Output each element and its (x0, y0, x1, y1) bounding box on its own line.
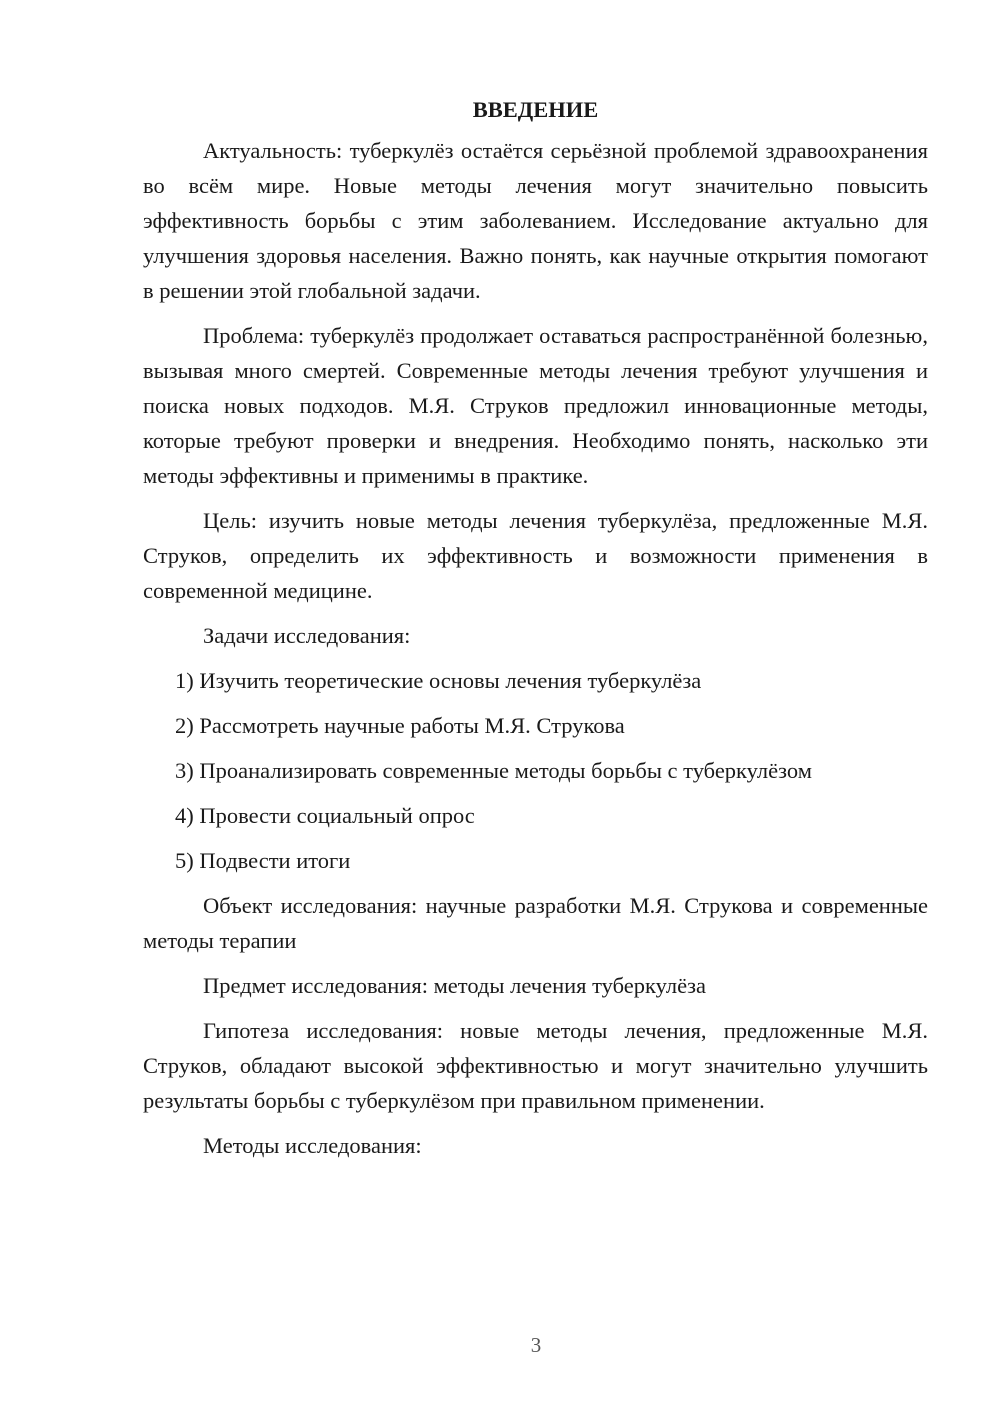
list-item: 3) Проанализировать современные методы борьбы с туберкулёзом (175, 758, 812, 783)
tasks-heading: Задачи исследования: (203, 623, 411, 648)
subject-paragraph: Предмет исследования: методы лечения туберкулёза (203, 973, 706, 998)
document-page (143, 92, 928, 1173)
list-item: 2) Рассмотреть научные работы М.Я. Струкова (175, 713, 625, 738)
methods-heading: Методы исследования: (203, 1133, 422, 1158)
goal-paragraph: Цель: изучить новые методы лечения туберкулёза, предложенные М.Я. Струков, определить их эффективность и возможности применения в современной медицине. (143, 508, 928, 603)
hypothesis-paragraph: Гипотеза исследования: новые методы лечения, предложенные М.Я. Струков, обладают высокой эффективностью и могут значительно улучшить результаты борьбы с туберкулёзом при правильном применении. (143, 1018, 928, 1113)
relevance-paragraph: Актуальность: туберкулёз остаётся серьёзной проблемой здравоохранения во всём мире. Новые методы лечения могут значительно повысить эффективность борьбы с этим заболеванием. Исследование актуально для улучшения здоровья населения. Важно понять, как научные открытия помогают в решении этой глобальной задачи. (143, 138, 928, 303)
object-paragraph: Объект исследования: научные разработки М.Я. Струкова и современные методы терапии (143, 893, 928, 953)
list-item: 1) Изучить теоретические основы лечения туберкулёза (175, 668, 702, 693)
page-number: 3 (530, 1333, 542, 1357)
section-title: ВВЕДЕНИЕ (472, 97, 599, 122)
list-item: 4) Провести социальный опрос (175, 803, 475, 828)
tasks-list (143, 663, 928, 878)
list-item: 5) Подвести итоги (175, 848, 351, 873)
problem-paragraph: Проблема: туберкулёз продолжает оставаться распространённой болезнью, вызывая много смертей. Современные методы лечения требуют улучшения и поиска новых подходов. М.Я. Струков предложил инновационные методы, которые требуют проверки и внедрения. Необходимо понять, насколько эти методы эффективны и применимы в практике. (143, 323, 928, 488)
